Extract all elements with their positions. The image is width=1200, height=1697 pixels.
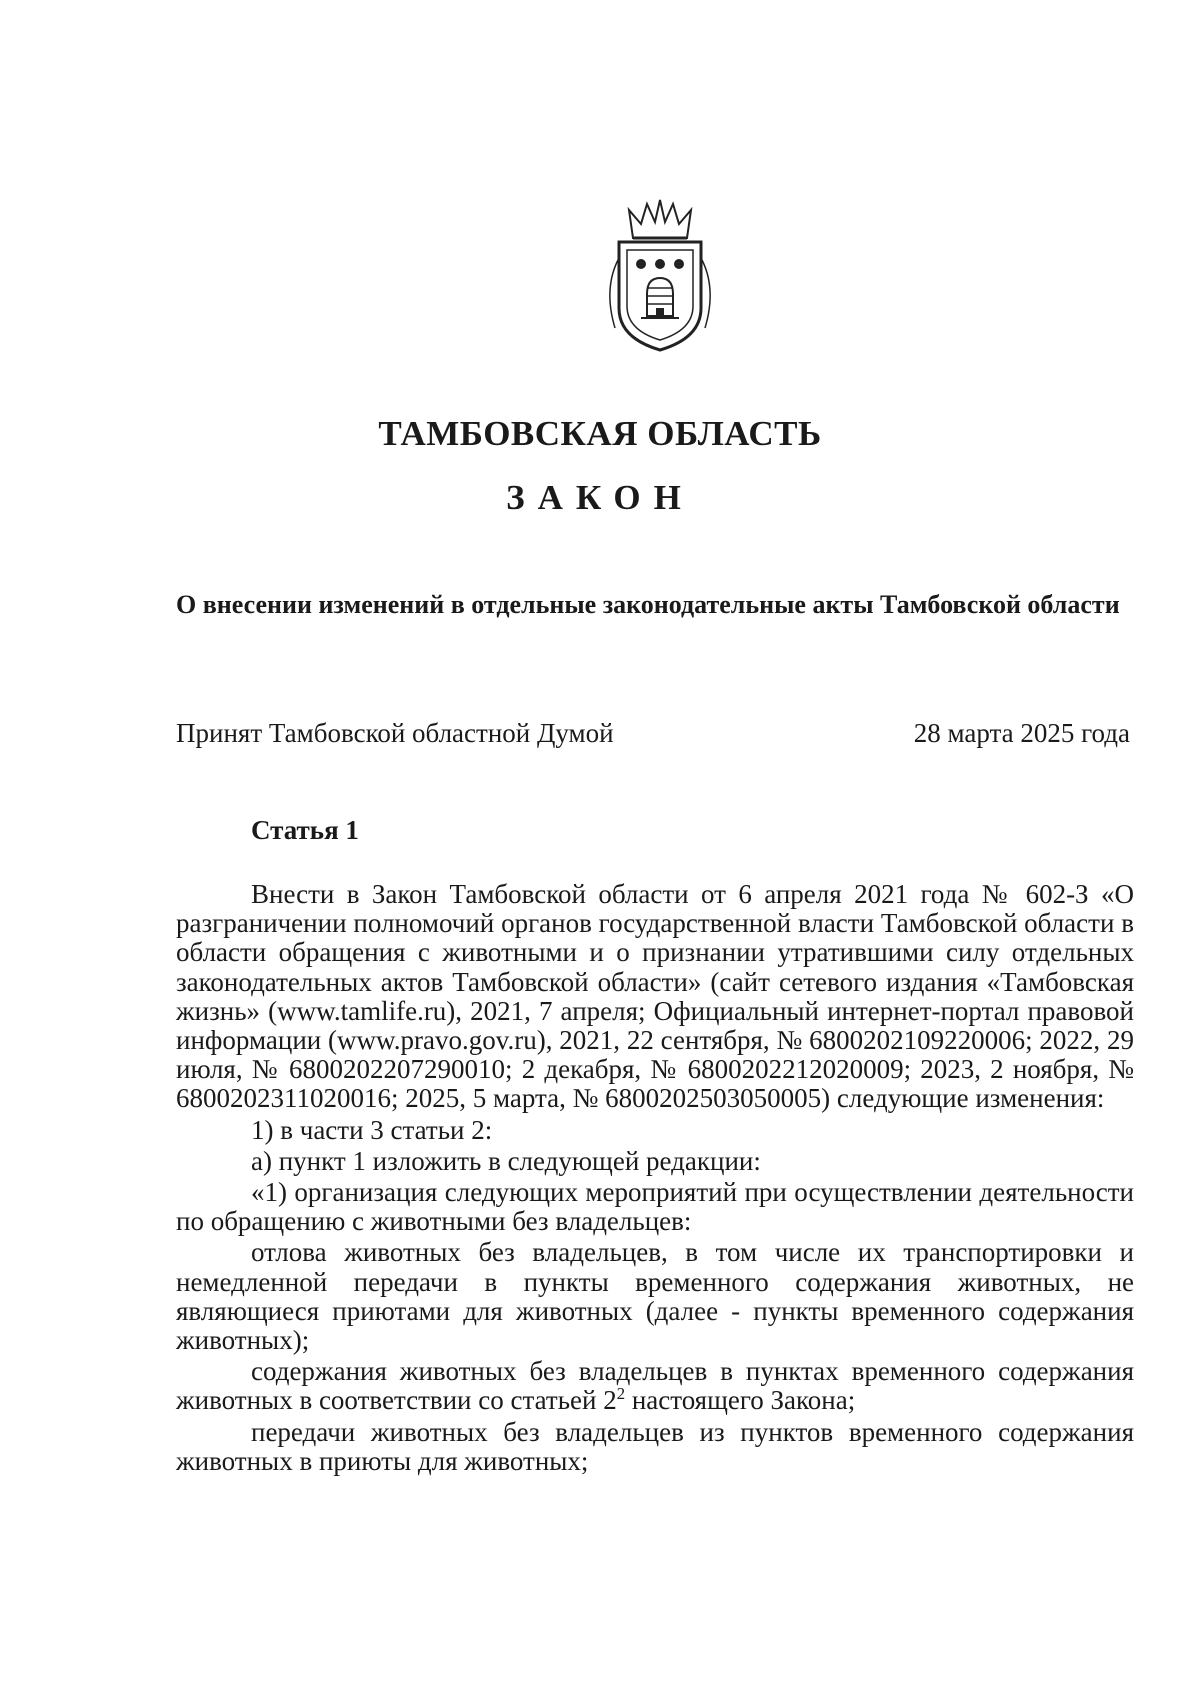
adoption-line [176, 718, 1130, 749]
paragraph: 1) в части 3 статьи 2: [251, 1114, 493, 1145]
paragraph: передачи животных без владельцев из пунктов временного содержания животных в приюты для животных; [176, 1416, 1134, 1476]
article-body [176, 880, 1134, 1476]
document-type: ЗАКОН [506, 478, 694, 517]
paragraph: Внести в Закон Тамбовской области от 6 апреля 2021 года № 602-З «О разграничении полномочий органов государственной власти Тамбовской области в области обращения с животными и о признании утратившими силу отдельных законодательных актов Тамбовской области» (сайт сетевого издания «Тамбовская жизнь» (www.tamlife.ru), 2021, 7 апреля; Официальный интернет-портал правовой информации (www.pravo.gov.ru), 2021, 22 сентября, № 6800202109220006; 2022, 29 июля, № 6800202207290010; 2 декабря, № 6800202212020009; 2023, 2 ноября, № 6800202311020016; 2025, 5 марта, № 6800202503050005) следующие изменения: [176, 879, 1134, 1114]
adopted-date: 28 марта 2025 года [913, 718, 1130, 748]
article-heading: Статья 1 [251, 815, 359, 845]
region-title: ТАМБОВСКАЯ ОБЛАСТЬ [378, 414, 822, 453]
paragraph: а) пункт 1 изложить в следующей редакции: [251, 1145, 761, 1176]
paragraph: отлова животных без владельцев, в том числе их транспортировки и немедленной передачи в пункты временного содержания животных, не являющиеся приютами для животных (далее - пункты временного содержания животных); [176, 1237, 1134, 1356]
paragraph [176, 1357, 1134, 1415]
law-title: О внесении изменений в отдельные законодательные акты Тамбовской области [176, 590, 1120, 619]
adopted-by: Принят Тамбовской областной Думой [176, 718, 614, 748]
paragraph-text: содержания животных без владельцев в пунктах временного содержания животных в соответствии со статьей 2 [176, 1356, 1134, 1416]
paragraph: «1) организация следующих мероприятий при осуществлении деятельности по обращению с животными без владельцев: [176, 1177, 1134, 1237]
paragraph-text: настоящего Закона; [625, 1385, 856, 1416]
superscript: 2 [616, 1384, 626, 1404]
tambov-coat-of-arms-icon [595, 198, 725, 358]
